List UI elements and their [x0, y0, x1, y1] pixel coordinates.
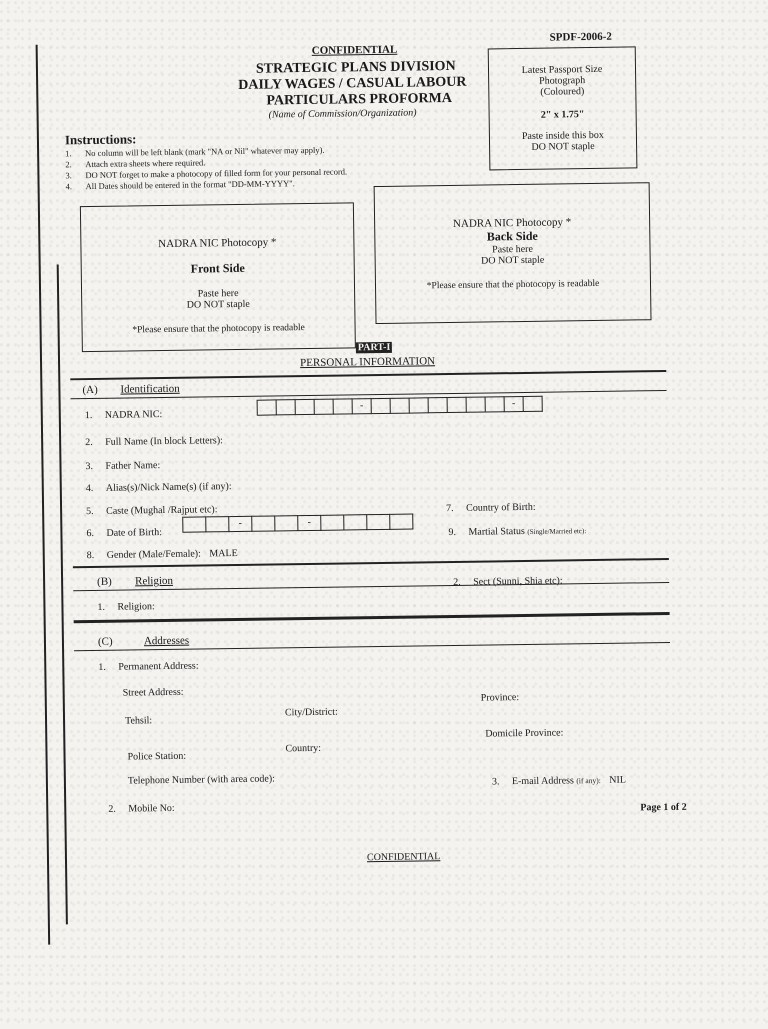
alias-label [86, 481, 232, 494]
title-line-3: PARTICULARS PROFORMA [266, 90, 453, 109]
photo-staple: DO NOT staple [531, 140, 595, 153]
sect-number: 2. [453, 576, 461, 588]
police-station-label: Police Station: [127, 750, 187, 763]
domicile-province-label: Domicile Province: [485, 727, 564, 740]
street-address-label: Street Address: [122, 686, 184, 699]
mobile-label [108, 803, 175, 815]
part-title: PERSONAL INFORMATION [299, 355, 436, 370]
instruction-1-number: 1. [65, 148, 72, 159]
gender-label [87, 548, 238, 561]
dob-input-cells[interactable]: - - [182, 514, 413, 533]
nic-label-text: NADRA NIC: [104, 409, 163, 421]
caste-number: 5. [86, 505, 94, 518]
city-district-label: City/District: [284, 706, 338, 719]
section-b-title: Religion [135, 574, 174, 588]
photo-line-3: (Coloured) [540, 86, 585, 98]
religion-label [97, 601, 154, 613]
photo-paste: Paste inside this box [521, 129, 604, 142]
instruction-3-number: 3. [65, 170, 72, 181]
dob-label-text: Date of Birth: [106, 527, 163, 539]
left-margin-line [36, 45, 51, 945]
nic-front-box[interactable] [80, 202, 356, 352]
left-margin-line-inner [57, 264, 68, 924]
email-number: 3. [491, 776, 500, 788]
tehsil-label: Tehsil: [124, 715, 153, 727]
country-of-birth-label-text: Country of Birth: [466, 501, 536, 514]
full-name-label [85, 435, 223, 448]
instruction-1-text: No column will be left blank (mark "NA or Nil" whatever may apply). [85, 144, 325, 159]
permanent-address-label-text: Permanent Address: [118, 660, 199, 673]
nic-back-title: NADRA NIC Photocopy * [452, 216, 572, 230]
section-b-letter: (B) [97, 575, 112, 588]
email-label [492, 775, 626, 788]
permanent-address-label [98, 661, 198, 673]
religion-number: 1. [97, 601, 106, 613]
mobile-label-text: Mobile No: [128, 802, 175, 815]
marital-status-label [448, 525, 586, 538]
father-name-number: 3. [85, 461, 94, 473]
photo-box[interactable] [488, 46, 638, 170]
nic-back-paste: Paste here [492, 243, 533, 256]
confidential-bottom: CONFIDENTIAL [366, 851, 441, 864]
form-code: SPDF-2006-2 [549, 30, 612, 44]
section-a-letter: (A) [82, 383, 98, 397]
section-c-letter: (C) [97, 635, 113, 648]
caste-label-text: Caste (Mughal /Rajput etc): [106, 504, 218, 517]
alias-label-text: Alias(s)/Nick Name(s) (if any): [105, 481, 232, 494]
nic-front-staple: DO NOT staple [186, 298, 250, 311]
photo-line-2: Photograph [539, 75, 586, 87]
alias-number: 4. [85, 483, 94, 495]
instruction-3-text: DO NOT forget to make a photocopy of filled form for your personal record. [85, 166, 348, 181]
instruction-2-text: Attach extra sheets where required. [85, 157, 206, 170]
gender-number: 8. [86, 549, 95, 562]
instruction-2-number: 2. [65, 159, 72, 170]
photo-line-1: Latest Passport Size [521, 63, 603, 76]
section-a-top-rule [70, 370, 666, 380]
dob-number: 6. [86, 527, 95, 540]
father-name-label-text: Father Name: [105, 460, 161, 472]
religion-label-text: Religion: [117, 601, 155, 613]
marital-status-label-text: Martial Status [468, 525, 525, 538]
title-line-1: STRATEGIC PLANS DIVISION [255, 58, 456, 77]
nic-front-title: NADRA NIC Photocopy * [158, 236, 277, 251]
subtitle: (Name of Commission/Organization) [268, 107, 417, 121]
nic-label [85, 409, 163, 421]
gender-label-text: Gender (Male/Female): [106, 548, 201, 561]
nic-input-cells[interactable]: - - [257, 396, 543, 416]
sect-label-text: Sect (Sunni, Shia etc): [473, 575, 563, 588]
sect-label [453, 575, 563, 588]
email-value[interactable]: NIL [609, 774, 626, 786]
mobile-number: 2. [108, 803, 116, 815]
instructions-heading: Instructions: [64, 131, 137, 148]
instruction-2 [65, 157, 205, 169]
photo-size: 2" x 1.75" [540, 109, 585, 121]
email-label-text: E-mail Address [511, 775, 574, 788]
nic-number: 1. [84, 410, 93, 422]
email-hint: (if any): [576, 775, 601, 786]
nic-back-box[interactable] [374, 182, 652, 324]
section-a-title: Identification [120, 382, 180, 396]
permanent-address-number: 1. [98, 661, 106, 673]
country-of-birth-label [446, 502, 536, 514]
nic-front-side: Front Side [190, 260, 245, 276]
telephone-label: Telephone Number (with area code): [127, 773, 275, 787]
nic-back-note: *Please ensure that the photocopy is readable [426, 278, 600, 292]
section-c-top-rule [74, 612, 670, 623]
nic-front-paste: Paste here [197, 287, 239, 300]
caste-label [86, 504, 218, 517]
full-name-number: 2. [85, 437, 93, 449]
title-line-2: DAILY WAGES / CASUAL LABOUR [238, 74, 467, 93]
part-label: PART-I [357, 341, 391, 354]
confidential-top: CONFIDENTIAL [311, 43, 398, 57]
country-of-birth-number: 7. [446, 502, 454, 515]
marital-status-hint: (Single/Married etc): [527, 527, 587, 536]
marital-status-number: 9. [448, 526, 457, 539]
country-label: Country: [285, 742, 322, 755]
dob-label [86, 527, 162, 539]
instruction-4 [66, 178, 295, 191]
page-number: Page 1 of 2 [640, 801, 687, 814]
gender-value[interactable]: MALE [209, 547, 238, 560]
nic-front-note: *Please ensure that the photocopy is readable [132, 323, 305, 336]
instruction-4-number: 4. [65, 181, 73, 192]
full-name-label-text: Full Name (In block Letters): [105, 435, 223, 448]
nic-back-staple: DO NOT staple [481, 254, 545, 267]
section-c-title: Addresses [143, 634, 190, 648]
nic-back-side: Back Side [486, 228, 538, 244]
instruction-4-text: All Dates should be entered in the format "DD-MM-YYYY". [85, 178, 295, 192]
father-name-label [85, 460, 160, 472]
province-label: Province: [480, 692, 520, 704]
